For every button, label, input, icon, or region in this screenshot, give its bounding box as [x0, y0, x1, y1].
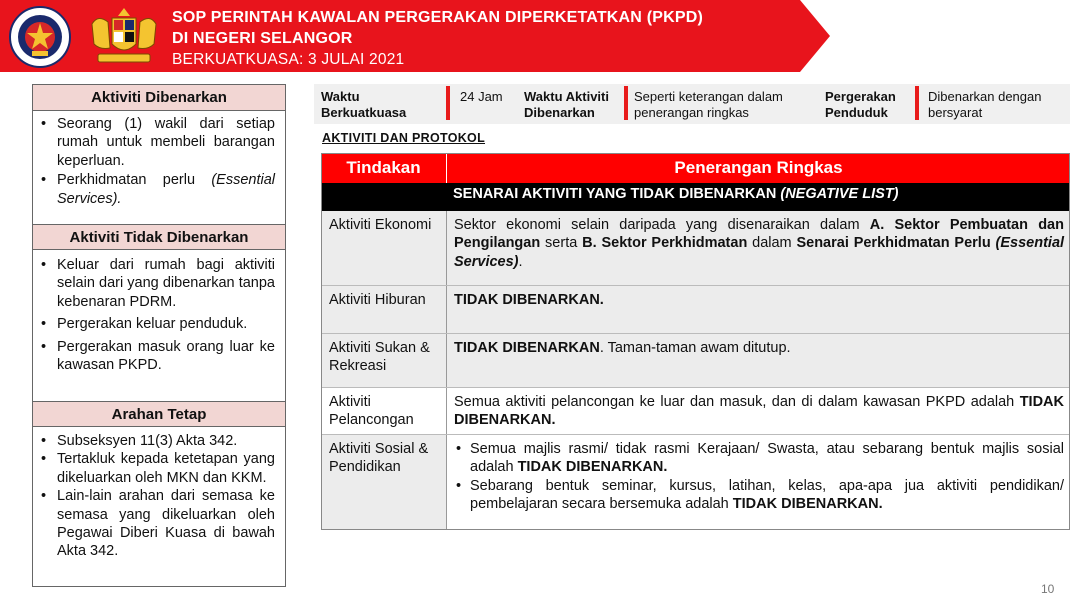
arahan-tetap-heading: Arahan Tetap — [33, 401, 285, 427]
waktu-label-line1: Waktu — [321, 89, 360, 104]
desc-text: Sebarang bentuk seminar, kursus, latihan, kelas, apa-apa jua aktiviti pendidikan/ pembelajaran secara bersemuka adalah — [470, 477, 1064, 513]
nsc-logo-icon — [8, 5, 72, 69]
dibenarkan-heading: Aktiviti Dibenarkan — [33, 85, 285, 111]
desc-text: . Taman-taman awam ditutup. — [599, 340, 791, 356]
desc-bold: A. Sektor Pembuatan dan Pengilangan — [454, 217, 1064, 252]
tidak-dibenarkan-item: • Pergerakan masuk orang luar ke kawasan PKPD. — [41, 338, 275, 375]
dibenarkan-item — [41, 115, 275, 170]
table-row — [321, 388, 1070, 435]
left-summary-panel — [32, 84, 286, 587]
pergerakan-penduduk-value — [928, 89, 1041, 121]
page-number: 10 — [1041, 582, 1055, 596]
col-header-tindakan: Tindakan — [321, 153, 447, 183]
info-separator — [915, 86, 919, 120]
col-header-penerangan: Penerangan Ringkas — [674, 158, 843, 177]
row-action: Aktiviti Ekonomi — [321, 211, 447, 285]
row-description — [447, 211, 1070, 285]
desc-bold-italic: (Essential Services) — [454, 235, 1065, 270]
desc-text: Sektor ekonomi selain daripada yang disenaraikan dalam — [454, 217, 870, 233]
coat-of-arms-icon — [84, 4, 164, 68]
arahan-tetap-item: • Lain-lain arahan dari semasa ke semasa yang dikeluarkan oleh Pegawai Diberi Kuasa di bawah Akta 342. — [41, 487, 275, 561]
section-label-aktiviti-protokol: AKTIVITI DAN PROTOKOL — [322, 131, 486, 145]
dibenarkan-item — [41, 171, 275, 208]
desc-bold: TIDAK DIBENARKAN — [454, 340, 600, 356]
dibenarkan-item-text: Seorang (1) wakil dari setiap rumah untuk membeli barangan keperluan. — [57, 116, 275, 169]
desc-text: dalam — [747, 235, 797, 252]
desc-text: serta — [540, 235, 583, 252]
essential-services-italic: (Essential Services). — [57, 172, 275, 207]
tidak-dibenarkan-item: • Pergerakan keluar penduduk. — [41, 315, 275, 333]
info-strip — [314, 84, 1070, 124]
negative-list-banner — [321, 183, 1070, 211]
header-title-line1: SOP PERINTAH KAWALAN PERGERAKAN DIPERKETATKAN (PKPD) — [172, 9, 704, 26]
table-row — [321, 334, 1070, 388]
aktiviti-label-line1: Waktu Aktiviti — [524, 89, 609, 104]
row-description — [447, 334, 1070, 387]
pergerakan-label-line1: Pergerakan — [825, 89, 896, 104]
row-action: Aktiviti Pelancongan — [321, 388, 447, 434]
row-description — [447, 435, 1070, 529]
pergerakan-value-line1: Dibenarkan dengan — [928, 89, 1042, 104]
desc-bold: TIDAK DIBENARKAN. — [454, 394, 1064, 429]
waktu-aktiviti-value — [634, 89, 783, 121]
desc-bold: Senarai Perkhidmatan Perlu — [796, 235, 991, 252]
aktiviti-value-line2: penerangan ringkas — [634, 105, 749, 120]
aktiviti-label-line2: Dibenarkan — [524, 105, 595, 120]
desc-bold: TIDAK DIBENARKAN. — [732, 496, 883, 513]
aktiviti-value-line1: Seperti keterangan dalam — [634, 89, 783, 104]
waktu-value: 24 Jam — [460, 89, 503, 104]
desc-text: Semua aktiviti pelancongan ke luar dan masuk, dan di dalam kawasan PKPD adalah — [454, 394, 1020, 410]
desc-text: . — [518, 253, 523, 270]
header-banner — [0, 0, 830, 72]
pergerakan-value-line2: bersyarat — [928, 105, 983, 120]
header-effective-date: BERKUATKUASA: 3 JULAI 2021 — [172, 51, 405, 68]
desc-text: Semua majlis rasmi/ tidak rasmi Kerajaan/ Swasta, atau sebarang bentuk majlis sosial adalah — [470, 441, 1064, 476]
row-description — [447, 388, 1070, 434]
arahan-tetap-item: • Tertakluk kepada ketetapan yang dikeluarkan oleh MKN dan KKM. — [41, 450, 275, 487]
row-action: Aktiviti Sukan & Rekreasi — [321, 334, 447, 387]
dibenarkan-body — [33, 111, 285, 224]
pergerakan-label-line2: Penduduk — [825, 105, 888, 120]
desc-bold: TIDAK DIBENARKAN. — [517, 459, 668, 476]
tidak-dibenarkan-heading: Aktiviti Tidak Dibenarkan — [33, 224, 285, 250]
info-separator — [624, 86, 628, 120]
dibenarkan-item-text: Perkhidmatan perlu — [57, 172, 196, 189]
desc-bullet — [454, 477, 1064, 514]
negative-list-italic: (NEGATIVE LIST) — [780, 186, 899, 202]
row-description — [447, 286, 1070, 333]
header-title-line2: DI NEGERI SELANGOR — [172, 30, 353, 47]
row-action: Aktiviti Sosial & Pendidikan — [321, 435, 447, 529]
arahan-tetap-body — [33, 427, 285, 565]
arahan-tetap-item: • Subseksyen 11(3) Akta 342. — [41, 432, 275, 450]
negative-list-title: SENARAI AKTIVITI YANG TIDAK DIBENARKAN — [453, 186, 777, 202]
pergerakan-penduduk-label — [825, 89, 896, 121]
table-row — [321, 286, 1070, 334]
desc-bullet — [454, 440, 1064, 477]
table-row — [321, 435, 1070, 529]
desc-bold: B. Sektor Perkhidmatan — [582, 235, 748, 252]
row-action: Aktiviti Hiburan — [321, 286, 447, 333]
table-row — [321, 211, 1070, 286]
tidak-dibenarkan-body — [33, 250, 285, 401]
waktu-aktiviti-label — [524, 89, 609, 121]
tidak-dibenarkan-item: • Keluar dari rumah bagi aktiviti selain dari yang dibenarkan tanpa kebenaran PDRM. — [41, 256, 275, 311]
waktu-berkuatkuasa-label — [321, 89, 406, 121]
desc-bold: TIDAK DIBENARKAN. — [454, 292, 604, 308]
info-separator — [446, 86, 450, 120]
waktu-label-line2: Berkuatkuasa — [321, 105, 407, 120]
protocol-table — [321, 153, 1070, 529]
table-header-row — [321, 153, 1070, 183]
